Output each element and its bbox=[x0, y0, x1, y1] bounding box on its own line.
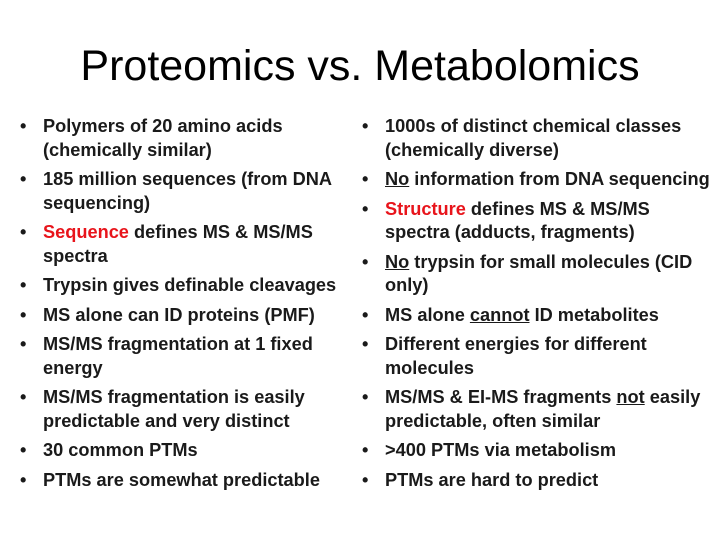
list-item bbox=[360, 439, 712, 463]
list-item bbox=[18, 168, 358, 215]
list-item bbox=[360, 304, 712, 328]
item-text: PTMs are somewhat predictable bbox=[43, 469, 320, 490]
bullet-icon: • bbox=[20, 116, 27, 136]
item-text: trypsin for small molecules (CID only) bbox=[385, 251, 693, 295]
item-text: PTMs are hard to predict bbox=[385, 469, 599, 490]
bullet-icon: • bbox=[362, 469, 369, 490]
list-item bbox=[18, 115, 358, 162]
bullet-icon: • bbox=[362, 251, 369, 272]
item-text: MS/MS & EI-MS fragments bbox=[385, 387, 617, 407]
item-text: MS/MS fragmentation is easily predictable and very distinct bbox=[43, 387, 305, 431]
item-text: easily predictable, often similar bbox=[385, 387, 701, 431]
list-item bbox=[360, 198, 712, 245]
item-text: MS alone bbox=[385, 304, 470, 325]
metabolomics-list bbox=[360, 115, 712, 498]
list-item bbox=[18, 274, 358, 298]
item-text: MS alone can ID proteins (PMF) bbox=[43, 304, 315, 325]
list-item bbox=[360, 333, 712, 380]
bullet-icon: • bbox=[20, 169, 27, 189]
item-text: defines MS & MS/MS spectra bbox=[43, 222, 313, 266]
bullet-icon: • bbox=[362, 334, 369, 354]
list-item bbox=[18, 469, 358, 493]
item-text: Trypsin gives definable cleavages bbox=[43, 275, 337, 295]
list-item bbox=[360, 251, 712, 298]
list-item bbox=[18, 333, 358, 380]
list-item bbox=[360, 469, 712, 493]
bullet-icon: • bbox=[362, 116, 369, 136]
item-text: MS/MS fragmentation at 1 fixed energy bbox=[43, 334, 313, 378]
item-highlight: Sequence bbox=[43, 222, 129, 242]
item-text: >400 PTMs via metabolism bbox=[385, 440, 616, 460]
item-underlined: No bbox=[385, 169, 410, 189]
bullet-icon: • bbox=[362, 198, 369, 219]
bullet-icon: • bbox=[20, 304, 27, 325]
bullet-icon: • bbox=[20, 440, 27, 460]
item-text: Different energies for different molecules bbox=[385, 334, 647, 378]
list-item bbox=[18, 304, 358, 328]
bullet-icon: • bbox=[20, 387, 27, 407]
item-underlined: not bbox=[616, 387, 645, 407]
item-text: defines MS & MS/MS spectra (adducts, fragments) bbox=[385, 198, 650, 242]
bullet-icon: • bbox=[20, 469, 27, 490]
bullet-icon: • bbox=[20, 275, 27, 295]
bullet-icon: • bbox=[362, 440, 369, 460]
bullet-icon: • bbox=[362, 304, 369, 325]
item-underlined: No bbox=[385, 251, 410, 272]
bullet-icon: • bbox=[20, 334, 27, 354]
item-underlined: cannot bbox=[469, 304, 530, 325]
list-item bbox=[18, 221, 358, 268]
proteomics-list bbox=[18, 115, 358, 498]
item-text: information from DNA sequencing bbox=[409, 169, 710, 189]
item-highlight: Structure bbox=[385, 198, 466, 219]
list-item bbox=[18, 386, 358, 433]
list-item bbox=[360, 386, 712, 433]
list-item bbox=[360, 168, 712, 192]
item-text: 1000s of distinct chemical classes (chemically diverse) bbox=[385, 116, 682, 160]
item-text: 185 million sequences (from DNA sequencing) bbox=[43, 169, 332, 213]
item-text: Polymers of 20 amino acids (chemically similar) bbox=[43, 116, 283, 160]
bullet-icon: • bbox=[362, 169, 369, 189]
item-text: ID metabolites bbox=[529, 304, 659, 325]
slide-title: Proteomics vs. Metabolomics bbox=[80, 42, 640, 90]
list-item bbox=[360, 115, 712, 162]
list-item bbox=[18, 439, 358, 463]
item-text: 30 common PTMs bbox=[43, 440, 198, 460]
bullet-icon: • bbox=[20, 222, 27, 242]
bullet-icon: • bbox=[362, 387, 369, 407]
